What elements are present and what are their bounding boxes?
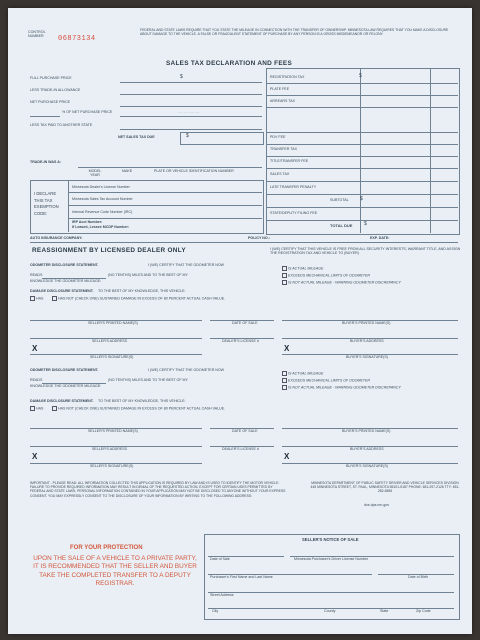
tax-paid-label: LESS TAX PAID TO ANOTHER STATE: [30, 123, 93, 127]
policy-label: POLICY NO.:: [248, 236, 270, 240]
trade-vin: PLATE OR VEHICLE IDENTIFICATION NUMBER: [154, 169, 234, 173]
sales-tax-account-row: Minnesota Sales Tax Account Number: [72, 197, 133, 201]
odometer-not-actual-1[interactable]: IS NOT ACTUAL MILEAGE - WARNING ODOMETER DISCREPANCY: [282, 280, 401, 285]
plate-fee-label: PLATE FEE: [270, 87, 290, 91]
nos-dob-caption: Date of Birth: [408, 575, 428, 579]
trade-make: MAKE: [122, 169, 133, 173]
subtotal-label: SUBTOTAL: [330, 198, 349, 202]
mcdp-row: If Leased, Lessee MCDP Number:: [72, 225, 130, 229]
fee-row-line: [266, 181, 458, 182]
seller-addr-caption-1: SELLER'S ADDRESS: [92, 339, 128, 343]
odometer-reads-2: READS: [30, 378, 43, 382]
faint-bleed-text: — — — —: [178, 110, 200, 115]
buyer-sig-caption-2: BUYER'S SIGNATURE(S): [346, 464, 388, 468]
nos-county-caption: County: [324, 609, 336, 613]
notice-of-sale-title: SELLER'S NOTICE OF SALE: [302, 537, 359, 542]
odometer-exceeds-1[interactable]: EXCEEDS MECHANICAL LIMITS OF ODOMETER: [282, 273, 370, 278]
arrears-tax-label: ARREARS TAX: [270, 99, 296, 103]
dealer-lic-caption-2: DEALER'S LICENSE #: [222, 447, 259, 451]
dollar-sign-2: $: [186, 133, 189, 139]
odometer-certify-1: I (WE) CERTIFY THAT THE ODOMETER NOW: [148, 263, 225, 267]
dollar-sign-4: $: [360, 196, 363, 202]
exemption-label: I DECLARE THIS TAX EXEMPTION CODE:: [34, 191, 59, 216]
dollar-sign-5: $: [364, 221, 367, 227]
buyer-name-caption-2: BUYER'S PRINTED NAME(S): [342, 429, 391, 433]
odometer-knowledge-2: KNOWLEDGE THE ODOMETER MILEAGE:: [30, 384, 102, 388]
irp-row: IRP Acct Number:: [72, 220, 103, 224]
net-sales-tax-box[interactable]: [180, 132, 264, 145]
exemption-divider: [68, 180, 69, 232]
control-number-label: CONTROL NUMBER: [28, 30, 46, 38]
fee-row-line: [266, 83, 458, 84]
dollar-sign: $: [180, 74, 183, 80]
irc-row: Internal Revenue Code Number (IRC): [72, 210, 133, 214]
nos-city-caption: City: [212, 609, 219, 613]
title-form-page: [8, 8, 472, 634]
seller-addr-caption-2: SELLER'S ADDRESS: [92, 447, 128, 451]
damage-hasnot-1[interactable]: HAS NOT (CHECK ONE) SUSTAINED DAMAGE IN EXCESS OF 80 PERCENT ACTUAL CASH VALUE.: [52, 296, 225, 301]
damage-label-1: DAMAGE DISCLOSURE STATEMENT.: [30, 289, 94, 293]
registration-tax-label: REGISTRATION TAX: [270, 75, 305, 79]
nos-street-caption: Street Address: [210, 593, 234, 597]
date-sale-caption-2: DATE OF SALE: [232, 429, 258, 433]
reassignment-title: REASSIGNMENT BY LICENSED DEALER ONLY: [32, 247, 186, 254]
fee-row-line: [266, 156, 458, 157]
damage-label-2: DAMAGE DISCLOSURE STATEMENT.: [30, 399, 94, 403]
trade-in-label: TRADE-IN WAS A:: [30, 160, 62, 164]
percent-field[interactable]: [30, 116, 60, 117]
seller-sig-x-1: X: [32, 344, 38, 353]
fees-divider: [360, 68, 361, 233]
damage-hasnot-2[interactable]: HAS NOT (CHECK ONE) SUSTAINED DAMAGE IN EXCESS OF 80 PERCENT ACTUAL CASH VALUE.: [52, 406, 225, 411]
damage-has-1[interactable]: HAS: [30, 296, 43, 301]
odometer-label-2: ODOMETER DISCLOSURE STATEMENT.: [30, 368, 99, 372]
control-number: 06873134: [58, 35, 96, 43]
damage-text-2: TO THE BEST OF MY KNOWLEDGE, THIS VEHICLE:: [98, 399, 186, 403]
title-transfer-fee-label: TITLE/TRANSFER FEE: [270, 159, 309, 163]
fee-row-line: [266, 132, 458, 133]
seller-sig-x-2: X: [32, 452, 38, 461]
buyer-sig-x-2: X: [284, 452, 290, 461]
full-price-field[interactable]: [120, 82, 262, 83]
trade-in-allowance-label: LESS TRADE-IN ALLOWANCE: [30, 88, 81, 92]
agency-website[interactable]: dvs.dps.mn.gov: [364, 503, 390, 507]
trade-model-year: MODEL YEAR: [88, 169, 102, 177]
dealer-lic-caption-1: DEALER'S LICENSE #: [222, 339, 259, 343]
reassignment-certify: I (WE) CERTIFY THAT THIS VEHICLE IS FREE FROM ALL SECURITY INTERESTS, WARRANT TITLE, AND ASSIGN THE REGISTRATION TAX AND VEHICLE TO (BUYER): [270, 247, 461, 256]
total-due-label: TOTAL DUE: [330, 223, 353, 228]
buyer-addr-caption-1: BUYER'S ADDRESS: [350, 339, 384, 343]
percent-label: % OF NET PURCHASE PRICE: [62, 110, 113, 114]
seller-name-caption-2: SELLER'S PRINTED NAME(S): [88, 429, 138, 433]
fee-row-line: [266, 107, 458, 108]
fees-divider-cents: [430, 68, 431, 233]
fee-row-line: [266, 207, 458, 208]
seller-sig-caption-2: SELLER'S SIGNATURE(S): [90, 464, 134, 468]
sales-tax-label: SALES TAX: [270, 172, 290, 176]
net-sales-tax-label: NET SALES TAX DUE: [118, 135, 155, 139]
date-sale-caption-1: DATE OF SALE: [232, 321, 258, 325]
transfer-tax-label: TRANSFER TAX: [270, 147, 298, 151]
trade-in-line[interactable]: [78, 167, 262, 168]
nos-street-line[interactable]: [208, 592, 454, 593]
exp-date-label: EXP. DATE:: [370, 236, 390, 240]
exemption-row-line: [68, 192, 262, 193]
odometer-label-1: ODOMETER DISCLOSURE STATEMENT.: [30, 263, 99, 267]
odometer-actual-1[interactable]: IS ACTUAL MILEAGE: [282, 266, 323, 271]
odometer-not-actual-2[interactable]: IS NOT ACTUAL MILEAGE - WARNING ODOMETER DISCREPANCY: [282, 385, 401, 390]
seller-name-caption-1: SELLER'S PRINTED NAME(S): [88, 321, 138, 325]
odometer-tenths-1: (NO TENTHS) MILES AND TO THE BEST OF MY: [108, 273, 188, 277]
odometer-reads-1: READS: [30, 273, 43, 277]
protection-text: UPON THE SALE OF A VEHICLE TO A PRIVATE PARTY, IT IS RECOMMENDED THAT THE SELLER AND BUYER TAKE THE COMPLETED TRANSFER TO A DEPUTY REGISTRAR.: [33, 555, 197, 588]
exemption-row-line: [68, 205, 262, 206]
odometer-tenths-2: (NO TENTHS) MILES AND TO THE BEST OF MY: [108, 378, 188, 382]
fee-row-line: [266, 194, 458, 195]
percent-amount-field[interactable]: [120, 116, 262, 117]
buyer-sig-x-1: X: [284, 344, 290, 353]
net-price-field[interactable]: [120, 106, 262, 107]
sales-tax-title: SALES TAX DECLARATION AND FEES: [166, 60, 293, 67]
agency-address: MINNESOTA DEPARTMENT OF PUBLIC SAFETY DRIVER AND VEHICLE SERVICES DIVISION 445 MINNESOTA STREET, ST. PAUL, MINNESOTA 55101-5187 PHONE: 651-297-2126 TTY: 651-282-6555: [310, 481, 460, 494]
nos-dl-caption: Minnesota Purchaser's Driver License Number: [294, 557, 369, 561]
insurance-company-label: AUTO INSURANCE COMPANY:: [30, 236, 83, 240]
buyer-addr-caption-2: BUYER'S ADDRESS: [350, 447, 384, 451]
odometer-knowledge-1: KNOWLEDGE THE ODOMETER MILEAGE:: [30, 279, 102, 283]
important-notice: IMPORTANT - PLEASE READ: ALL INFORMATION COLLECTED THIS APPLICATION IS REQUIRED BY LAW AND IS USED TO IDENTIFY THE MOTOR VEHICLE. FAILURE TO PROVIDE REQUIRED INFORMATION MAY RESULT IN DENIAL OF THE REQUESTED ACTION. EXCEPT FOR CERTAIN USES PERMITTED BY FEDERAL AND STATE LAWS, PERSONAL INFORMATION CONTAINED IN YOUR APPLICATION MAY NOT BE DISCLOSED TO ANYONE WITHOUT YOUR EXPRESS CONSENT. YOU MAY EXPRESSLY CONSENT TO THE DISCLOSURE OF YOUR INFORMATION BY WRITING TO THE FOLLOWING ADDRESS:: [30, 481, 286, 498]
insurance-line[interactable]: [30, 242, 458, 243]
pdv-fee-label: PDV FEE: [270, 135, 286, 139]
seller-sig-caption-1: SELLER'S SIGNATURE(S): [90, 355, 134, 359]
odometer-certify-2: I (WE) CERTIFY THAT THE ODOMETER NOW: [148, 368, 225, 372]
legal-notice: FEDERAL AND STATE LAWS REQUIRE THAT YOU STATE THE MILEAGE IN CONNECTION WITH THE TRANSFER OF OWNERSHIP. MINNESOTA LAW REQUIRES THAT YOU MAKE A DISCLOSURE ABOUT DAMAGE TO THE VEHICLE. A FALSE OR FRAUDULENT STATEMENT OF PURCHASE BY ANY PERSON IS A GROSS MISDEMEANOR OR FELONY.: [140, 28, 449, 36]
odometer-exceeds-2[interactable]: EXCEEDS MECHANICAL LIMITS OF ODOMETER: [282, 378, 370, 383]
nos-zip-caption: Zip Code: [416, 609, 431, 613]
filing-fee-label: STATE/DEPUTY FILING FEE: [270, 211, 318, 215]
nos-date-caption: Date of Sale: [210, 557, 230, 561]
tax-paid-field[interactable]: [120, 129, 262, 130]
protection-title: FOR YOUR PROTECTION: [70, 545, 143, 551]
dollar-sign-3: $: [359, 73, 362, 79]
exemption-row-line: [68, 218, 262, 219]
nos-state-caption: State: [380, 609, 389, 613]
buyer-name-caption-1: BUYER'S PRINTED NAME(S): [342, 321, 391, 325]
damage-has-2[interactable]: HAS: [30, 406, 43, 411]
fee-row-line: [266, 168, 458, 169]
buyer-sig-caption-1: BUYER'S SIGNATURE(S): [346, 355, 388, 359]
fee-row-line: [266, 144, 458, 145]
full-price-label: FULL PURCHASE PRICE: [30, 76, 72, 80]
fee-row-line: [266, 220, 458, 221]
trade-in-field[interactable]: [120, 94, 262, 95]
net-price-label: NET PURCHASE PRICE: [30, 100, 71, 104]
damage-text-1: TO THE BEST OF MY KNOWLEDGE, THIS VEHICLE:: [98, 289, 186, 293]
dealer-license-row: Minnesota Dealer's License Number: [72, 185, 130, 189]
fee-row-line: [266, 95, 458, 96]
nos-purchaser-caption: Purchaser's First Name and Last Name: [210, 575, 273, 579]
late-penalty-label: LATE TRANSFER PENALTY: [270, 185, 317, 189]
odometer-actual-2[interactable]: IS ACTUAL MILEAGE: [282, 371, 323, 376]
